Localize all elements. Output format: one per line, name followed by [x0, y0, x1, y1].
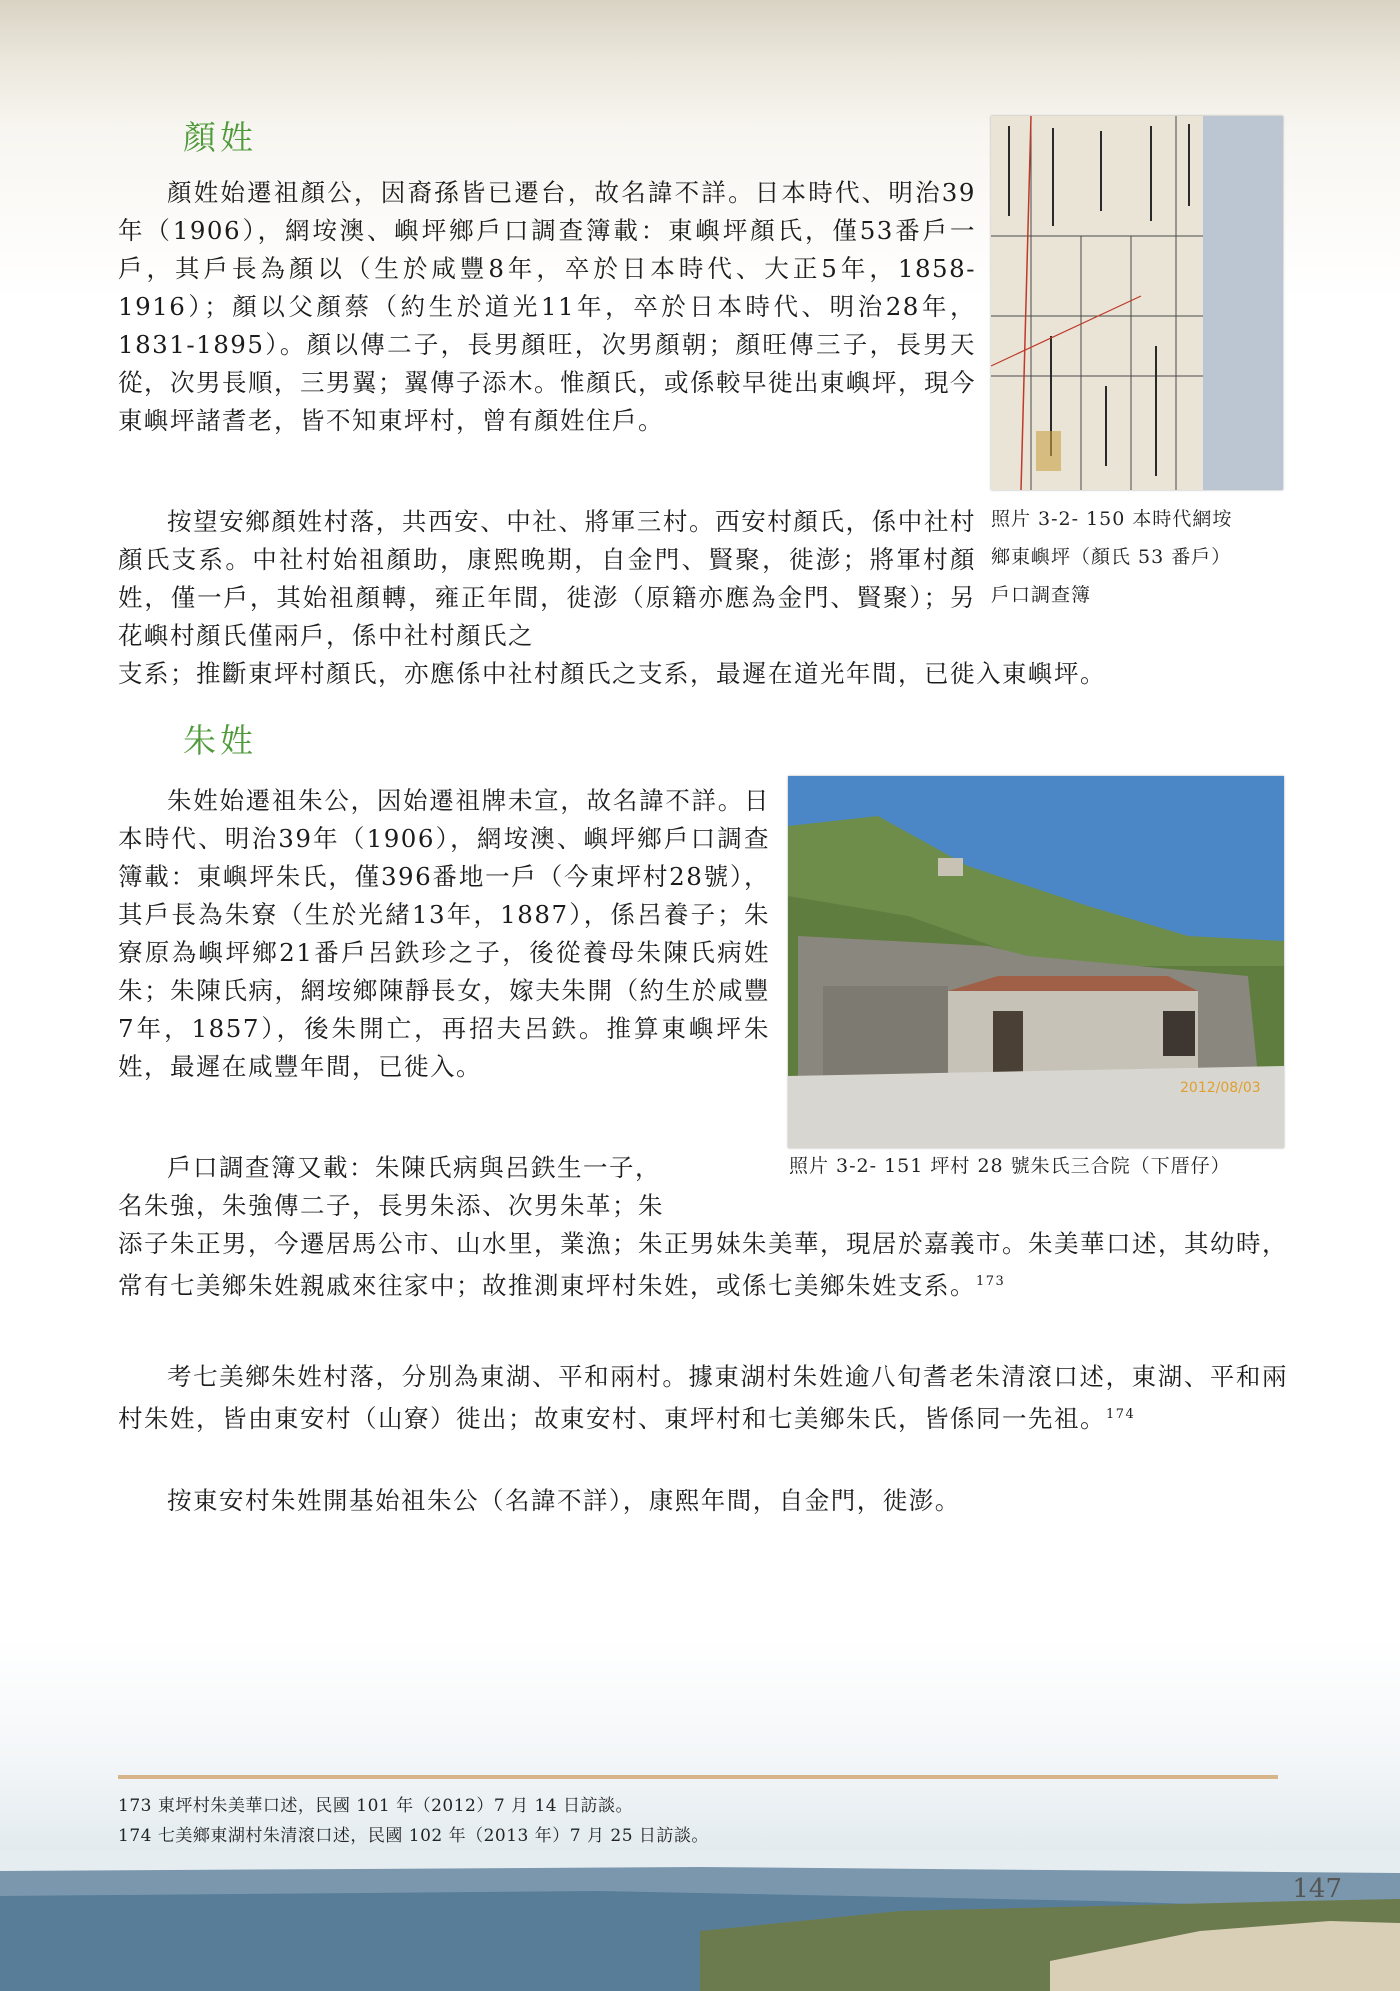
footnote-173: 173 東坪村朱美華口述，民國 101 年（2012）7 月 14 日訪談。 — [118, 1796, 634, 1816]
paragraph-zhu-3-text: 考七美鄉朱姓村落，分別為東湖、平和兩村。據東湖村朱姓逾八旬耆老朱清滾口述，東湖、平和兩村朱姓，皆由東安村（山寮）徙出；故東安村、東坪村和七美鄉朱氏，皆係同一先祖。 — [118, 1362, 1288, 1434]
page-number: 147 — [1292, 1874, 1342, 1904]
paragraph-yan-1: 顏姓始遷祖顏公，因裔孫皆已遷台，故名諱不詳。日本時代、明治39年（1906），網垵澳、嶼坪鄉戶口調查簿載：東嶼坪顏氏，僅53番戶一戶，其戶長為顏以（生於咸豐8年，卒於日本時代、大正5年，1858-1916）；顏以父顏蔡（約生於道光11年，卒於日本時代、明治28年，1831-1895）。顏以傳二子，長男顏旺，次男顏朝；顏旺傳三子，長男天從，次男長順，三男翼；翼傳子添木。惟顏氏，或係較早徙出東嶼坪，現今東嶼坪諸耆老，皆不知東坪村，曾有顏姓住戶。 — [118, 178, 976, 435]
paragraph-zhu-2-line1: 戶口調查簿又載：朱陳氏病與呂鉄生一子， — [167, 1153, 661, 1182]
courtyard-house-photo — [788, 776, 1284, 1148]
footnote-174: 174 七美鄉東湖村朱清滾口述，民國 102 年（2013 年）7 月 25 日訪談。 — [118, 1826, 709, 1846]
household-register-photo — [991, 116, 1283, 490]
paragraph-zhu-3 — [118, 1358, 1288, 1438]
footnote-divider — [118, 1775, 1278, 1779]
caption-line: 鄉東嶼坪（顏氏 53 番戶） — [991, 546, 1232, 568]
paragraph-yan-2-cont: 支系；推斷東坪村顏氏，亦應係中社村顏氏之支系，最遲在道光年間，已徙入東嶼坪。 — [118, 659, 1106, 688]
paragraph-zhu-2-cont-text: 添子朱正男，今遷居馬公市、山水里，業漁；朱正男妹朱美華，現居於嘉義市。朱美華口述，其幼時，常有七美鄉朱姓親戚來往家中；故推測東坪村朱姓，或係七美鄉朱姓支系。 — [118, 1229, 1288, 1301]
footnote-ref-174[interactable]: 174 — [1106, 1407, 1136, 1422]
section-heading-zhu: 朱姓 — [183, 721, 257, 760]
section-heading-yan: 顏姓 — [183, 118, 257, 157]
caption-line: 戶口調查簿 — [991, 584, 1092, 606]
photo-date-stamp: 2012/08/03 — [1180, 1080, 1261, 1096]
paragraph-zhu-1: 朱姓始遷祖朱公，因始遷祖牌未宣，故名諱不詳。日本時代、明治39年（1906），網垵澳、嶼坪鄉戶口調查簿載：東嶼坪朱氏，僅396番地一戶（今東坪村28號），其戶長為朱寮（生於光緒13年，1887），係呂養子；朱寮原為嶼坪鄉21番戶呂鉄珍之子，後從養母朱陳氏病姓朱；朱陳氏病，網垵鄉陳靜長女，嫁夫朱開（約生於咸豐7年，1857），後朱開亡，再招夫呂鉄。推算東嶼坪朱姓，最遲在咸豐年間，已徙入。 — [118, 786, 770, 1081]
paragraph-yan-2: 按望安鄉顏姓村落，共西安、中社、將軍三村。西安村顏氏，係中社村顏氏支系。中社村始祖顏助，康熙晚期，自金門、賢聚，徙澎；將軍村顏姓，僅一戶，其始祖顏轉，雍正年間，徙澎（原籍亦應為金門、賢聚）；另花嶼村顏氏僅兩戶，係中社村顏氏之 — [118, 507, 976, 650]
paragraph-zhu-2-cont — [118, 1225, 1288, 1305]
caption-line: 照片 3-2- 150 本時代網垵 — [991, 508, 1233, 530]
paragraph-zhu-4: 按東安村朱姓開基始祖朱公（名諱不詳），康熙年間，自金門，徙澎。 — [167, 1486, 961, 1515]
paragraph-zhu-2-line2: 名朱強，朱強傳二子，長男朱添、次男朱革；朱 — [118, 1191, 664, 1220]
footnote-ref-173[interactable]: 173 — [976, 1274, 1006, 1289]
coastline-decoration — [0, 1851, 1400, 1991]
photo-caption-zhu: 照片 3-2- 151 坪村 28 號朱氏三合院（下厝仔） — [789, 1155, 1231, 1177]
